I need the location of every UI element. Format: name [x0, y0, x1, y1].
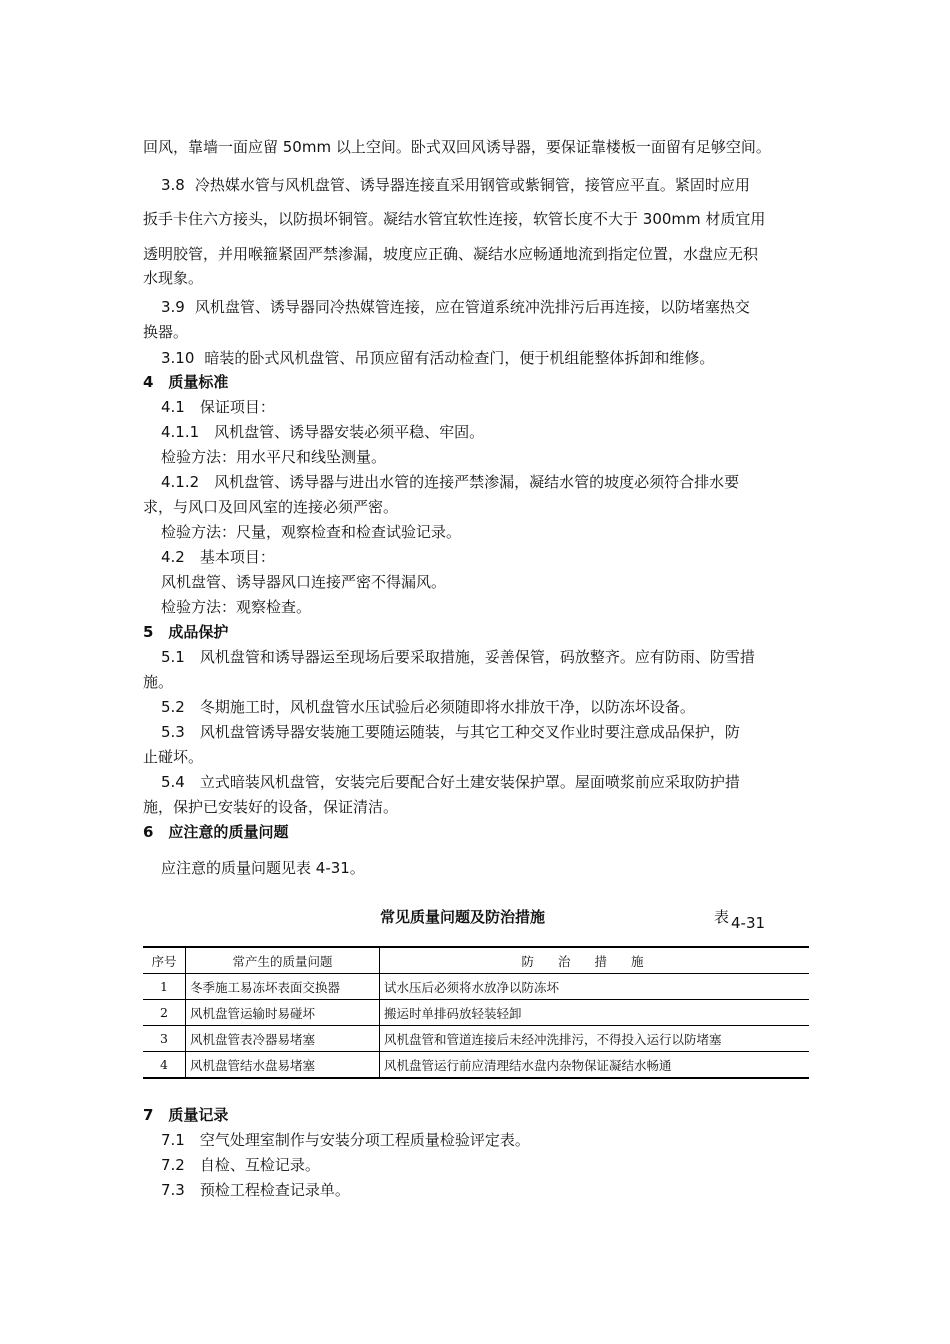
paragraph-7-2: 7.2 自检、互检记录。 [161, 1156, 320, 1174]
paragraph-4-1-2-line-2: 求，与风口及回风室的连接必须严密。 [143, 498, 399, 516]
cell-measure: 风机盘管运行前应清理结水盘内杂物保证凝结水畅通 [380, 1052, 810, 1079]
paragraph-4-2-text: 风机盘管、诱导器风口连接严密不得漏风。 [161, 573, 447, 591]
paragraph-4-1-1-method: 检验方法：用水平尺和线坠测量。 [161, 448, 387, 466]
paragraph-5-3-line-1: 5.3 风机盘管诱导器安装施工要随运随装，与其它工种交叉作业时要注意成品保护，防 [161, 723, 740, 741]
clause-number: 3.9 [161, 298, 185, 316]
paragraph-6-text: 应注意的质量问题见表 4-31。 [161, 859, 365, 877]
paragraph-4-1-1: 4.1.1 风机盘管、诱导器安装必须平稳、牢固。 [161, 423, 485, 441]
paragraph-3-10 [143, 348, 827, 368]
cell-index: 4 [143, 1052, 186, 1079]
table-row [143, 1026, 809, 1052]
cell-measure: 风机盘管和管道连接后未经冲洗排污，不得投入运行以防堵塞 [380, 1026, 810, 1052]
section-heading-4: 4 质量标准 [143, 373, 229, 391]
paragraph-5-3-line-2: 止碰坏。 [143, 748, 204, 766]
paragraph-4-2-method: 检验方法：观察检查。 [161, 598, 312, 616]
section-heading-5: 5 成品保护 [143, 623, 229, 641]
table-row [143, 974, 809, 1000]
paragraph-3-8-line-1 [143, 175, 827, 195]
header-index: 序号 [143, 947, 186, 974]
quality-issues-table [143, 946, 809, 1079]
paragraph-5-4-line-1: 5.4 立式暗装风机盘管，安装完后要配合好土建安装保护罩。屋面喷浆前应采取防护措 [161, 773, 740, 791]
clause-text: 暗装的卧式风机盘管、吊顶应留有活动检查门，便于机组能整体拆卸和维修。 [204, 349, 715, 367]
paragraph-4-1-2-method: 检验方法：尺量，观察检查和检查试验记录。 [161, 523, 462, 541]
clause-text: 风机盘管、诱导器同冷热媒管连接，应在管道系统冲洗排污后再连接，以防堵塞热交 [194, 298, 750, 316]
table-label [714, 906, 766, 932]
section-heading-6: 6 应注意的质量问题 [143, 823, 289, 841]
paragraph-5-4-line-2: 施，保护已安装好的设备，保证清洁。 [143, 798, 399, 816]
paragraph-5-2: 5.2 冬期施工时，风机盘管水压试验后必须随即将水排放干净，以防冻坏设备。 [161, 698, 695, 716]
cell-issue: 风机盘管表冷器易堵塞 [186, 1026, 380, 1052]
paragraph-3-8-line-3: 透明胶管，并用喉箍紧固严禁渗漏，坡度应正确、凝结水应畅通地流到指定位置，水盘应无积 [143, 245, 759, 263]
paragraph-3-8-line-2: 扳手卡住六方接头，以防损坏铜管。凝结水管宜软性连接，软管长度不大于 300mm 材质宜用 [143, 210, 766, 228]
table-caption: 常见质量问题及防治措施 [380, 908, 546, 926]
paragraph-5-1-line-2: 施。 [143, 673, 174, 691]
paragraph-3-9-line-1 [143, 297, 827, 317]
clause-number: 3.10 [161, 349, 195, 367]
table-label-number: 4-31 [731, 914, 766, 932]
table-label-prefix: 表 [714, 908, 730, 926]
paragraph-4-1: 4.1 保证项目： [161, 398, 275, 416]
cell-measure: 试水压后必须将水放净以防冻坏 [380, 974, 810, 1000]
paragraph-3-8-line-4: 水现象。 [143, 269, 204, 287]
header-issue: 常产生的质量问题 [186, 947, 380, 974]
cell-index: 2 [143, 1000, 186, 1026]
clause-number: 3.8 [161, 176, 185, 194]
cell-issue: 冬季施工易冻坏表面交换器 [186, 974, 380, 1000]
table-row [143, 1052, 809, 1079]
paragraph-7-3: 7.3 预检工程检查记录单。 [161, 1181, 350, 1199]
cell-index: 1 [143, 974, 186, 1000]
section-heading-7: 7 质量记录 [143, 1106, 229, 1124]
cell-index: 3 [143, 1026, 186, 1052]
paragraph-5-1-line-1: 5.1 风机盘管和诱导器运至现场后要采取措施，妥善保管，码放整齐。应有防雨、防雪措 [161, 648, 755, 666]
paragraph-4-2: 4.2 基本项目： [161, 548, 275, 566]
header-measure: 防治措施 [380, 947, 810, 974]
table-header-row [143, 947, 809, 974]
cell-measure: 搬运时单排码放轻装轻卸 [380, 1000, 810, 1026]
paragraph-4-1-2-line-1: 4.1.2 风机盘管、诱导器与进出水管的连接严禁渗漏，凝结水管的坡度必须符合排水要 [161, 473, 740, 491]
paragraph-3-9-line-2: 换器。 [143, 323, 189, 341]
clause-text: 冷热媒水管与风机盘管、诱导器连接直采用钢管或紫铜管，接管应平直。紧固时应用 [194, 176, 750, 194]
paragraph-intro: 回风，靠墙一面应留 50mm 以上空间。卧式双回风诱导器，要保证靠楼板一面留有足够空间。 [143, 138, 771, 156]
cell-issue: 风机盘管结水盘易堵塞 [186, 1052, 380, 1079]
paragraph-7-1: 7.1 空气处理室制作与安装分项工程质量检验评定表。 [161, 1131, 530, 1149]
table-row [143, 1000, 809, 1026]
cell-issue: 风机盘管运输时易碰坏 [186, 1000, 380, 1026]
